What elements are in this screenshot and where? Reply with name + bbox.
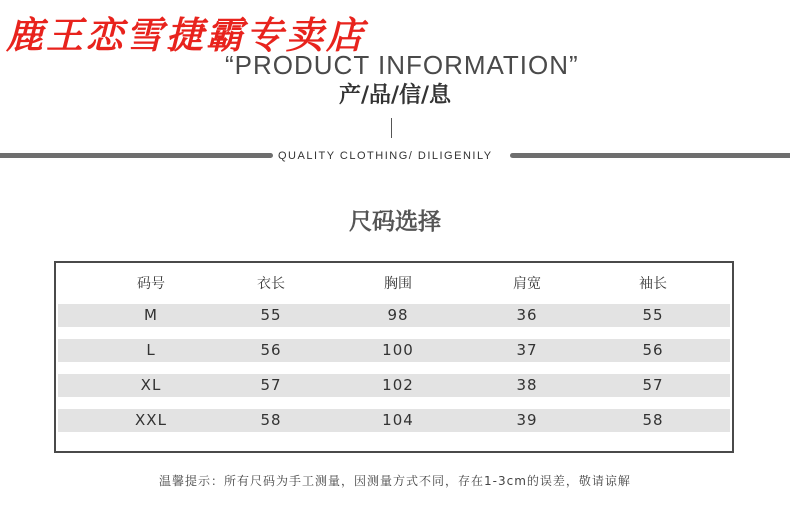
column-header: 码号 bbox=[137, 276, 165, 292]
table-cell: XXL bbox=[135, 411, 167, 429]
divider-bar-right bbox=[513, 153, 790, 158]
table-row bbox=[58, 339, 730, 362]
table-cell: 38 bbox=[516, 376, 538, 394]
table-row bbox=[58, 374, 730, 397]
table-cell: 58 bbox=[260, 411, 282, 429]
vertical-divider bbox=[391, 118, 392, 138]
table-cell: 55 bbox=[260, 306, 282, 324]
table-cell: L bbox=[146, 341, 156, 359]
table-cell: 39 bbox=[516, 411, 538, 429]
table-cell: 37 bbox=[516, 341, 538, 359]
table-cell: 104 bbox=[382, 411, 414, 429]
column-header: 袖长 bbox=[639, 276, 667, 292]
product-info-title-cn: 产/品/信/息 bbox=[338, 83, 452, 108]
table-cell: 57 bbox=[260, 376, 282, 394]
table-cell: M bbox=[144, 306, 158, 324]
table-cell: 58 bbox=[642, 411, 664, 429]
table-cell: 100 bbox=[382, 341, 414, 359]
column-header: 肩宽 bbox=[513, 276, 541, 292]
tagline: QUALITY CLOTHING/ DILIGENILY bbox=[278, 150, 493, 162]
table-cell: 102 bbox=[382, 376, 414, 394]
column-header: 衣长 bbox=[257, 276, 285, 292]
column-header: 胸围 bbox=[384, 276, 412, 292]
measurement-note: 温馨提示：所有尺码为手工测量，因测量方式不同，存在1-3cm的误差，敬请谅解 bbox=[159, 474, 631, 488]
product-info-title-en: “PRODUCT INFORMATION” bbox=[225, 50, 579, 80]
table-cell: XL bbox=[140, 376, 162, 394]
table-cell: 98 bbox=[387, 306, 409, 324]
divider-dot-left bbox=[268, 153, 273, 158]
size-section-title: 尺码选择 bbox=[349, 209, 441, 235]
table-header-row bbox=[58, 273, 730, 296]
table-cell: 36 bbox=[516, 306, 538, 324]
table-row bbox=[58, 304, 730, 327]
divider-bar-left bbox=[0, 153, 271, 158]
table-cell: 57 bbox=[642, 376, 664, 394]
table-cell: 56 bbox=[260, 341, 282, 359]
table-cell: 56 bbox=[642, 341, 664, 359]
table-row bbox=[58, 409, 730, 432]
size-table bbox=[54, 261, 734, 453]
store-name: 鹿王恋雪捷霸专卖店 bbox=[6, 13, 366, 57]
table-cell: 55 bbox=[642, 306, 664, 324]
